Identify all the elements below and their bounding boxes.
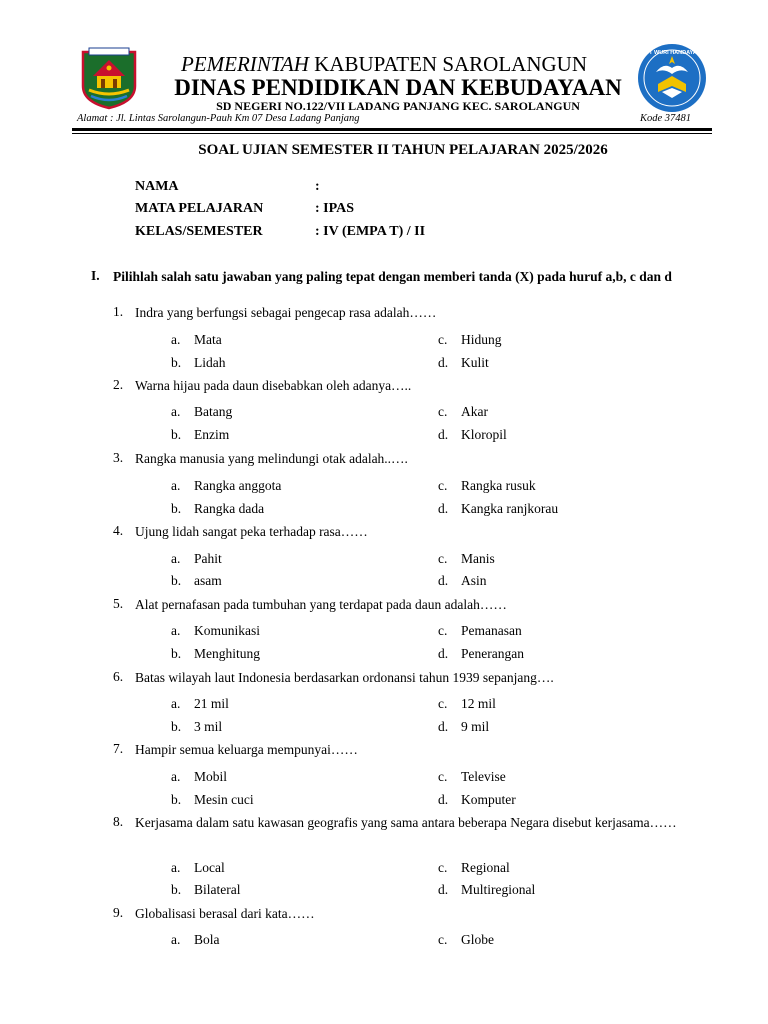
option-letter: a. <box>171 696 181 711</box>
option-text: Globe <box>461 932 494 947</box>
info-label-name: NAMA <box>135 179 179 194</box>
option-text: Rangka dada <box>194 501 265 516</box>
question-text: Kerjasama dalam satu kawasan geografis yang sama antara beberapa Negara disebut kerjasama…… <box>135 815 677 830</box>
option-letter: a. <box>171 404 181 419</box>
question-text: Warna hijau pada daun disebabkan oleh adanya….. <box>135 378 412 393</box>
option-text: Menghitung <box>194 646 260 661</box>
info-label-subject: MATA PELAJARAN <box>135 201 264 216</box>
option-letter: c. <box>438 932 448 947</box>
question-text: Alat pernafasan pada tumbuhan yang terdapat pada daun adalah…… <box>135 597 507 612</box>
option-letter: b. <box>171 355 182 370</box>
option-text: 9 mil <box>461 719 490 734</box>
info-value-class: : IV (EMPA T) / II <box>315 224 426 239</box>
header-postal-code: Kode 37481 <box>640 113 692 124</box>
option-text: Kangka ranjkorau <box>461 501 559 516</box>
option-letter: d. <box>438 882 449 897</box>
option-letter: d. <box>438 355 449 370</box>
option-letter: c. <box>438 696 448 711</box>
option-letter: a. <box>171 932 181 947</box>
option-letter: c. <box>438 478 448 493</box>
option-text: Mesin cuci <box>194 792 254 807</box>
question-number: 2. <box>113 377 124 392</box>
info-label-class: KELAS/SEMESTER <box>135 224 263 239</box>
option-letter: d. <box>438 573 449 588</box>
option-letter: d. <box>438 501 449 516</box>
option-letter: b. <box>171 573 182 588</box>
option-text: Bilateral <box>194 882 241 897</box>
question-number: 6. <box>113 669 124 684</box>
option-letter: b. <box>171 501 182 516</box>
question-text: Rangka manusia yang melindungi otak adalah..…. <box>135 451 408 466</box>
question-number: 4. <box>113 523 124 538</box>
option-letter: b. <box>171 882 182 897</box>
option-letter: c. <box>438 404 448 419</box>
header-regency-text: KABUPATEN SAROLANGUN <box>308 52 587 76</box>
info-value-subject: : IPAS <box>315 201 355 216</box>
question-number: 5. <box>113 596 124 611</box>
option-letter: b. <box>171 792 182 807</box>
option-letter: c. <box>438 623 448 638</box>
option-text: Pahit <box>194 551 222 566</box>
option-letter: a. <box>171 623 181 638</box>
option-letter: b. <box>171 719 182 734</box>
option-letter: d. <box>438 646 449 661</box>
option-text: Hidung <box>461 332 502 347</box>
option-text: Lidah <box>194 355 226 370</box>
option-text: Asin <box>461 573 487 588</box>
option-text: Bola <box>194 932 220 947</box>
option-text: Penerangan <box>461 646 524 661</box>
question-text: Globalisasi berasal dari kata…… <box>135 906 315 921</box>
option-text: Multiregional <box>461 882 536 897</box>
option-text: 3 mil <box>194 719 223 734</box>
option-letter: a. <box>171 860 181 875</box>
option-letter: a. <box>171 551 181 566</box>
option-text: Enzim <box>194 427 230 442</box>
section-number: I. <box>91 268 100 283</box>
question-text: Batas wilayah laut Indonesia berdasarkan ordonansi tahun 1939 sepanjang…. <box>135 670 554 685</box>
header-agency-line: DINAS PENDIDIKAN DAN KEBUDAYAAN <box>174 75 622 100</box>
option-letter: d. <box>438 427 449 442</box>
option-text: Televise <box>461 769 506 784</box>
option-text: Rangka anggota <box>194 478 282 493</box>
header-government-line <box>0 52 768 76</box>
option-letter: a. <box>171 478 181 493</box>
option-letter: c. <box>438 769 448 784</box>
question-number: 9. <box>113 905 124 920</box>
option-text: Kloropil <box>461 427 507 442</box>
option-letter: c. <box>438 860 448 875</box>
tut-wuri-text: TUT WURI HANDAYANI <box>641 50 703 56</box>
option-text: Batang <box>194 404 233 419</box>
option-letter: d. <box>438 792 449 807</box>
exam-title: SOAL UJIAN SEMESTER II TAHUN PELAJARAN 2025/2026 <box>198 142 608 158</box>
option-text: Manis <box>461 551 495 566</box>
question-text: Indra yang berfungsi sebagai pengecap rasa adalah…… <box>135 305 437 320</box>
header-rule-thick <box>72 128 712 131</box>
option-letter: b. <box>171 427 182 442</box>
option-letter: b. <box>171 646 182 661</box>
section-instruction: Pilihlah salah satu jawaban yang paling tepat dengan memberi tanda (X) pada huruf a,b, c dan d <box>113 269 672 284</box>
option-text: Pemanasan <box>461 623 522 638</box>
option-text: asam <box>194 573 222 588</box>
info-value-name: : <box>315 179 320 194</box>
option-text: Kulit <box>461 355 489 370</box>
header-address: Alamat : Jl. Lintas Sarolangun-Pauh Km 07 Desa Ladang Panjang <box>77 113 360 124</box>
header-school-line: SD NEGERI NO.122/VII LADANG PANJANG KEC. SAROLANGUN <box>216 99 580 113</box>
question-text: Ujung lidah sangat peka terhadap rasa…… <box>135 524 368 539</box>
question-text: Hampir semua keluarga mempunyai…… <box>135 742 358 757</box>
option-text: Mobil <box>194 769 228 784</box>
option-text: Local <box>194 860 225 875</box>
header-rule-thin <box>72 133 712 134</box>
option-letter: a. <box>171 769 181 784</box>
option-letter: a. <box>171 332 181 347</box>
option-text: Regional <box>461 860 510 875</box>
question-number: 1. <box>113 304 124 319</box>
option-text: Rangka rusuk <box>461 478 536 493</box>
question-number: 3. <box>113 450 124 465</box>
option-text: 21 mil <box>194 696 229 711</box>
option-letter: d. <box>438 719 449 734</box>
question-number: 8. <box>113 814 124 829</box>
option-text: Komunikasi <box>194 623 260 638</box>
option-text: Akar <box>461 404 488 419</box>
option-text: Komputer <box>461 792 516 807</box>
question-number: 7. <box>113 741 124 756</box>
header-government-italic: PEMERINTAH <box>180 52 309 76</box>
option-letter: c. <box>438 551 448 566</box>
option-text: 12 mil <box>461 696 496 711</box>
option-text: Mata <box>194 332 222 347</box>
option-letter: c. <box>438 332 448 347</box>
